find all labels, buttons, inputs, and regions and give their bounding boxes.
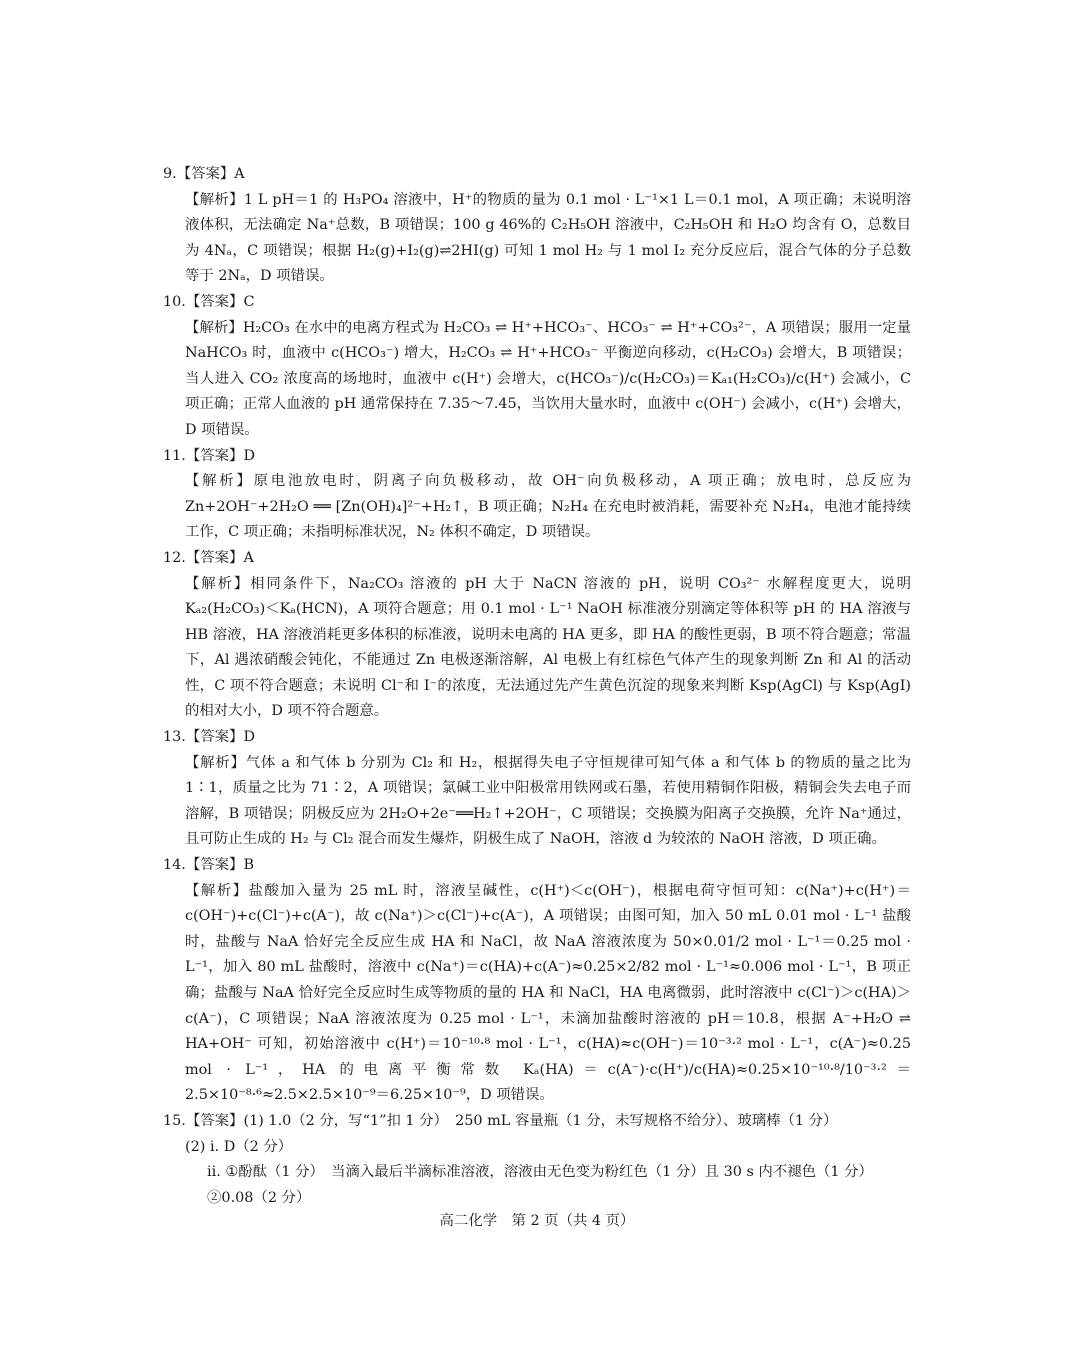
page-footer: 高二化学 第 2 页（共 4 页） (439, 1213, 635, 1229)
question-block-13 (163, 725, 911, 853)
question-block-12 (163, 546, 911, 725)
answer-line: 12.【答案】A (163, 549, 254, 566)
answer-line: 9.【答案】A (163, 166, 245, 182)
sub-answer-2-ii-1: ii. ①酚酞（1 分） 当滴入最后半滴标准溶液，溶液由无色变为粉红色（1 分）且 30 s 内不褪色（1 分） (207, 1164, 873, 1181)
answer-line: 14.【答案】B (163, 857, 255, 874)
analysis-paragraph: 【解析】原电池放电时，阴离子向负极移动，故 OH⁻向负极移动，A 项正确；放电时，总反应为 Zn+2OH⁻+2H₂O ══ [Zn(OH)₄]²⁻+H₂↑，B 项正确；N₂H₄ 在充电时被消耗，需要补充 N₂H₄，电池才能持续工作，C 项正确；未指明标准状况，N₂ 体积不确定，D 项错误。 (185, 473, 911, 541)
question-block-15 (163, 1109, 911, 1211)
answer-key-content (163, 162, 911, 1211)
analysis-paragraph: 【解析】气体 a 和气体 b 分别为 Cl₂ 和 H₂，根据得失电子守恒规律可知气体 a 和气体 b 的物质的量之比为 1∶1，质量之比为 71∶2，A 项错误；氯碱工业中阳极常用铁网或石墨，若使用精铜作阳极，精铜会失去电子而溶解，B 项错误；阴极反应为 2H₂O+2e⁻══H₂↑+2OH⁻，C 项错误；交换膜为阳离子交换膜，允许 Na⁺通过，且可防止生成的 H₂ 与 Cl₂ 混合而发生爆炸，阴极生成了 NaOH，溶液 d 为较浓的 NaOH 溶液，D 项正确。 (185, 754, 911, 848)
analysis-paragraph: 【解析】盐酸加入量为 25 mL 时，溶液呈碱性，c(H⁺)＜c(OH⁻)，根据电荷守恒可知：c(Na⁺)+c(H⁺)＝c(OH⁻)+c(Cl⁻)+c(A⁻)，故 c(Na⁺)＞c(Cl⁻)+c(A⁻)，A 项错误；由图可知，加入 50 mL 0.01 mol · L⁻¹ 盐酸时，盐酸与 NaA 恰好完全反应生成 HA 和 NaCl，故 NaA 溶液浓度为 50×0.01/2 mol · L⁻¹＝0.25 mol · L⁻¹，加入 80 mL 盐酸时，溶液中 c(Na⁺)＝c(HA)+c(A⁻)≈0.25×2/82 mol · L⁻¹≈0.006 mol · L⁻¹，B 项正确；盐酸与 NaA 恰好完全反应时生成等物质的量的 HA 和 NaCl，HA 电离微弱，此时溶液中 c(Cl⁻)＞c(HA)＞c(A⁻)，C 项错误；NaA 溶液浓度为 0.25 mol · L⁻¹，未滴加盐酸时溶液的 pH＝10.8，根据 A⁻+H₂O ⇌ HA+OH⁻ 可知，初始溶液中 c(H⁺)＝10⁻¹⁰·⁸ mol · L⁻¹，c(HA)≈c(OH⁻)＝10⁻³·² mol · L⁻¹，c(A⁻)≈0.25 mol · L⁻¹，HA 的电离平衡常数 Kₐ(HA)＝c(A⁻)·c(H⁺)/c(HA)≈0.25×10⁻¹⁰·⁸/10⁻³·²＝2.5×10⁻⁸·⁶≈2.5×2.5×10⁻⁹＝6.25×10⁻⁹，D 项错误。 (185, 882, 911, 1104)
question-block-9 (163, 162, 911, 290)
question-block-10 (163, 290, 911, 444)
analysis-paragraph: 【解析】1 L pH＝1 的 H₃PO₄ 溶液中，H⁺的物质的量为 0.1 mol · L⁻¹×1 L＝0.1 mol，A 项正确；未说明溶液体积，无法确定 Na⁺总数，B 项错误；100 g 46%的 C₂H₅OH 溶液中，C₂H₅OH 和 H₂O 均含有 O，总数目为 4Nₐ，C 项错误；根据 H₂(g)+I₂(g)⇌2HI(g) 可知 1 mol H₂ 与 1 mol I₂ 充分反应后，混合气体的分子总数等于 2Nₐ，D 项错误。 (185, 191, 911, 285)
sub-answer-2-ii-2: ②0.08（2 分） (207, 1189, 311, 1206)
answer-line: 13.【答案】D (163, 729, 255, 746)
analysis-paragraph: 【解析】H₂CO₃ 在水中的电离方程式为 H₂CO₃ ⇌ H⁺+HCO₃⁻、HCO₃⁻ ⇌ H⁺+CO₃²⁻，A 项错误；服用一定量 NaHCO₃ 时，血液中 c(HCO₃⁻) 增大，H₂CO₃ ⇌ H⁺+HCO₃⁻ 平衡逆向移动，c(H₂CO₃) 会增大，B 项错误；当人进入 CO₂ 浓度高的场地时，血液中 c(H⁺) 会增大，c(HCO₃⁻)/c(H₂CO₃)＝Kₐ₁(H₂CO₃)/c(H⁺) 会减小，C 项正确；正常人血液的 pH 通常保持在 7.35～7.45，当饮用大量水时，血液中 c(OH⁻) 会减小，c(H⁺) 会增大，D 项错误。 (185, 319, 911, 438)
analysis-paragraph: 【解析】相同条件下，Na₂CO₃ 溶液的 pH 大于 NaCN 溶液的 pH，说明 CO₃²⁻ 水解程度更大，说明 Kₐ₂(H₂CO₃)＜Kₐ(HCN)，A 项符合题意；用 0.1 mol · L⁻¹ NaOH 标准液分别滴定等体积等 pH 的 HA 溶液与 HB 溶液，HA 溶液消耗更多体积的标准液，说明未电离的 HA 更多，即 HA 的酸性更弱，B 项不符合题意；常温下，Al 遇浓硝酸会钝化，不能通过 Zn 电极逐渐溶解，Al 电极上有红棕色气体产生的现象判断 Zn 和 Al 的活动性，C 项不符合题意；未说明 Cl⁻和 I⁻的浓度，无法通过先产生黄色沉淀的现象来判断 Ksp(AgCl) 与 Ksp(AgI) 的相对大小，D 项不符合题意。 (185, 575, 911, 720)
answer-line: 10.【答案】C (163, 293, 255, 310)
sub-answer-2-i: (2) i. D（2 分） (185, 1138, 293, 1155)
answer-line: 15.【答案】(1) 1.0（2 分，写“1”扣 1 分） 250 mL 容量瓶（1 分，未写规格不给分）、玻璃棒（1 分） (163, 1112, 838, 1129)
question-block-11 (163, 444, 911, 546)
answer-line: 11.【答案】D (163, 447, 255, 464)
question-block-14 (163, 853, 911, 1109)
